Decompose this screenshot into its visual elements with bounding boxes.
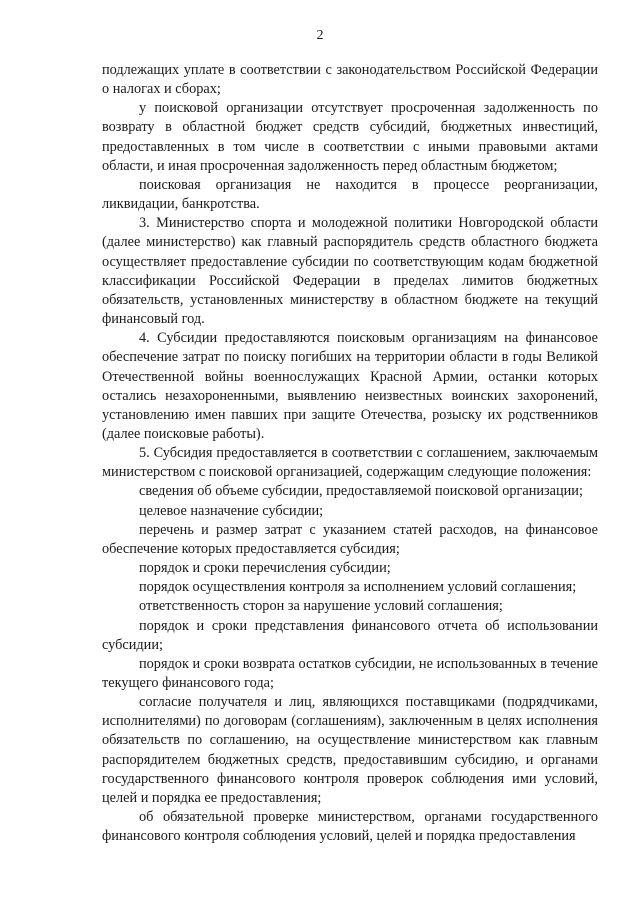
list-item-purpose: целевое назначение субсидии; — [139, 502, 324, 519]
list-item-control-procedure: порядок осуществления контроля за исполнением условий соглашения; — [139, 579, 577, 596]
paragraph-5-agreement: 5. Субсидия предоставляется в соответствии с соглашением, заключаемым министерством с поисковой организацией, содержащим следующие положения: — [102, 445, 598, 481]
document-body — [102, 61, 598, 846]
list-item-responsibility: ответственность сторон за нарушение условий соглашения; — [139, 598, 503, 615]
paragraph-4-subsidies: 4. Субсидии предоставляются поисковым организациям на финансовое обеспечение затрат по поиску погибших на территории области в годы Великой Отечественной войны военнослужащих Красной Армии, останки которых остались незахороненными, выявлению неизвестных воинских захоронений, установлению имен павших при защите Отечества, розыску их родственников (далее поисковые работы). — [102, 330, 598, 442]
list-item-mandatory-inspection: об обязательной проверке министерством, органами государственного финансового контроля соблюдения условий, целей и порядка предоставления — [102, 809, 598, 845]
page-number: 2 — [316, 28, 324, 43]
list-item-consent-to-inspection: согласие получателя и лиц, являющихся поставщиками (подрядчиками, исполнителями) по договорам (соглашениям), заключенным в целях исполнения обязательств по соглашению, на осуществление министерством как главным распорядителем бюджетных средств, предоставившим субсидию, и органами государственного финансового контроля проверок соблюдения ими условий, целей и порядка ее предоставления; — [102, 694, 598, 806]
paragraph-no-overdue-debt: у поисковой организации отсутствует просроченная задолженность по возврату в областной бюджет средств субсидий, бюджетных инвестиций, предоставленных в том числе в соответствии с иными правовыми актами области, и иная просроченная задолженность перед областным бюджетом; — [102, 100, 598, 174]
paragraph-no-reorganization: поисковая организация не находится в процессе реорганизации, ликвидации, банкротства. — [102, 176, 598, 213]
list-item-financial-report: порядок и сроки представления финансового отчета об использовании субсидии; — [102, 617, 598, 653]
list-item-transfer-terms: порядок и сроки перечисления субсидии; — [139, 560, 391, 577]
list-item-cost-list: перечень и размер затрат с указанием статей расходов, на финансовое обеспечение которых предоставляется субсидия; — [102, 521, 598, 557]
list-item-subsidy-amount: сведения об объеме субсидии, предоставляемой поисковой организации; — [139, 483, 583, 500]
list-item-return-balances: порядок и сроки возврата остатков субсидии, не использованных в течение текущего финансового года; — [102, 655, 598, 691]
paragraph-taxes-continuation: подлежащих уплате в соответствии с законодательством Российской Федерации о налогах и сборах; — [102, 62, 598, 98]
paragraph-3-ministry: 3. Министерство спорта и молодежной политики Новгородской области (далее министерство) как главный распорядитель средств областного бюджета осуществляет предоставление субсидии по соответствующим кодам бюджетной классификации Российской Федерации в пределах лимитов бюджетных обязательств, установленных министерству в областном бюджете на текущий финансовый год. — [102, 215, 598, 328]
